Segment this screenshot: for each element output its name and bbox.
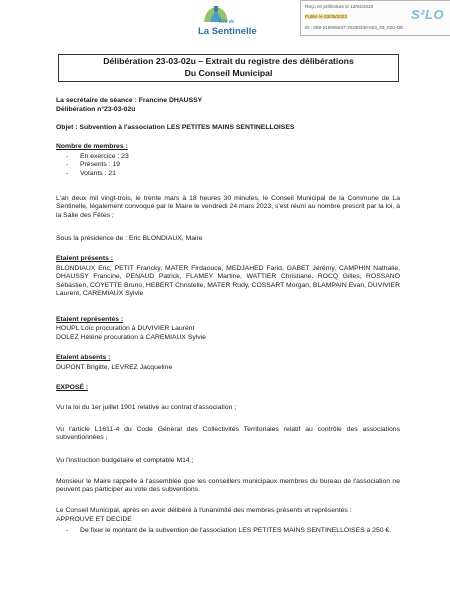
list-item: - Présents : 19 [66, 161, 121, 169]
list-item: - De fixer le montant de la subvention de l'association LES PETITES MAINS SENTINELLOISES à 250 €. [66, 527, 392, 534]
document-title [58, 54, 399, 82]
absents-title: Etaient absents : [56, 354, 111, 361]
stamp-received: Reçu en préfecture le 13/04/2023 [305, 4, 374, 9]
prefecture-stamp [300, 0, 450, 36]
subject: Objet : Subvention à l'association LES PETITES MAINS SENTINELLOISES [56, 124, 295, 131]
represented-title: Etaient représentés : [56, 316, 124, 323]
list-item: - En exercice : 23 [66, 153, 129, 160]
rappel-maire: Monsieur le Maire rappelle à l'assemblée que les conseillers municipaux membres du bureau de l'association ne peuvent pas participer au vote des subventions. [56, 478, 400, 494]
logo-text-ville: Ville de [218, 19, 235, 25]
absents-list: DUPONT Brigitte, LEVREZ Jacqueline [56, 364, 173, 371]
town-logo [190, 4, 260, 46]
presidence: Sous la présidence de : Eric BLONDIAUX, Maire [56, 235, 203, 242]
expose-title: EXPOSÉ : [56, 384, 89, 391]
title-line1: Délibération 23-03-02u – Extrait du registre des délibérations [103, 56, 354, 66]
secretary: La secrétaire de séance : Francine DHAUSSY [56, 97, 203, 104]
vu-instruction-m14: Vu l'instruction budgétaire et comptable M14 ; [56, 457, 194, 464]
stamp-logo: S²LO [411, 7, 445, 22]
represented-line: HOUPL Loïc procuration à DUVIVIER Laurent [56, 325, 195, 332]
members-list [66, 153, 129, 178]
list-item: - Votants : 21 [66, 169, 116, 177]
deliberation-number: Délibération n°23-03-02u [56, 106, 136, 113]
logo-text-town: La Sentinelle [198, 26, 257, 37]
decision-approve: APPROUVE ET DECIDE [56, 516, 132, 523]
represented-line: DOLEZ Hélène procuration à CAREMIAUX Sylvie [56, 334, 206, 341]
decision-list [66, 527, 396, 535]
vu-article-cgct: Vu l'article L1611-4 du Code Général des Collectivités Territoriales relatif au contrôle des associations subventionnées ; [56, 426, 400, 442]
members-title: Nombre de membres : [56, 143, 128, 150]
stamp-published: Publié le 03/05/2023 [305, 14, 347, 19]
decision-intro: Le Conseil Municipal, après en avoir délibéré à l'unanimité des membres présents et représentés : [56, 507, 352, 514]
vu-loi-1901: Vu la loi du 1er juillet 1901 relative au contrat d'association ; [56, 404, 237, 411]
title-line2: Du Conseil Municipal [184, 68, 273, 78]
presents-list: BLONDIAUX Eric, PETIT Francky, MATER Firdaouce, MEDJAHED Farid, GABET Jérémy, CAMPHIN Nathalie, DHAUSSY Francine, PENAUD Patrick, FLAMEY Martine, WATTIER Christiane, ROCQ Gilles, ROSSANO Sébastien, COYETTE Bruno, HEBERT Christelle, MATER Rudy, COSSART Morgan, BLAMPAIN Evan, DUVIVIER Laurent, CAREMIAUX Sylvie [56, 265, 400, 298]
presents-title: Etaient présents : [56, 255, 114, 262]
stamp-id: ID : 059-215905647-20230330-023_03_02U-DE [305, 25, 404, 30]
intro-paragraph: L'an deux mil vingt-trois, le trente mars à 18 heures 30 minutes, le Conseil Municipal de la Commune de La Sentinelle, légalement convoqué par le Maire le vendredi 24 mars 2023, s'est réuni au nombre prescrit par la loi, à la Salle des Fêtes ; [56, 195, 400, 219]
